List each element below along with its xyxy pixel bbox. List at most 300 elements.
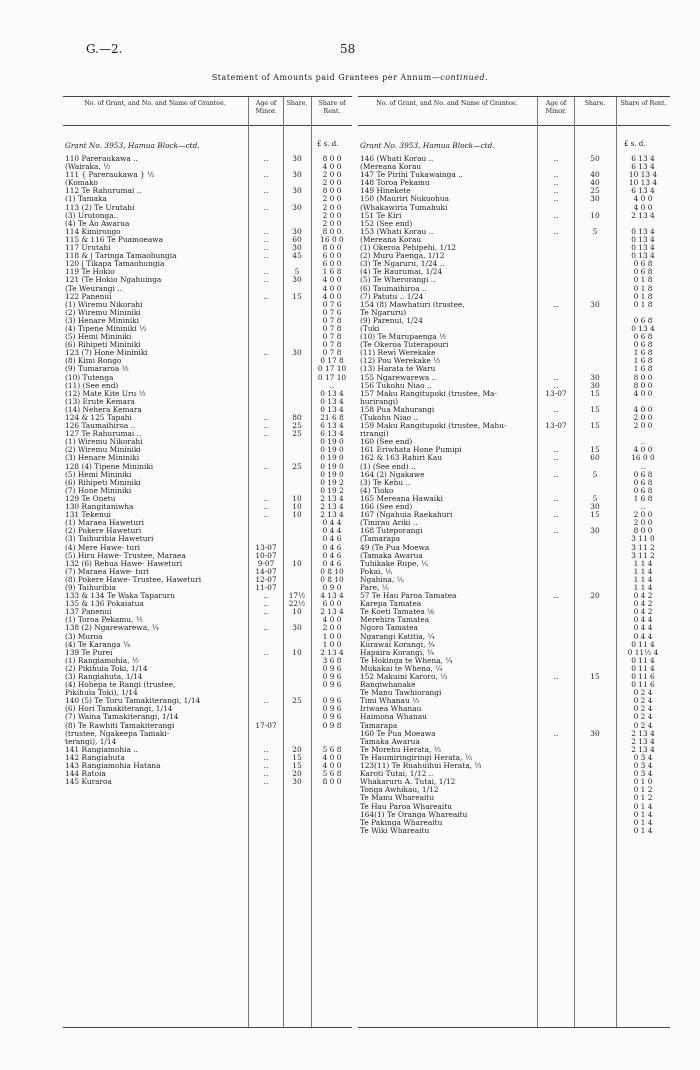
cell-age: .. [263,607,269,617]
cell-rent: 0 13 4 [631,251,655,261]
cell-age: .. [553,372,559,382]
cell-name: Rangiwhanake [360,681,416,690]
table-row [63,487,352,495]
cell-rent: 6 13 4 [320,429,344,439]
cell-share: 15 [590,404,600,414]
cell-rent: 0 4 4 [322,518,342,528]
col-rent-header: Share of Rent. [620,100,667,107]
cell-rent: 0 2 4 [633,720,653,730]
table-row [358,252,670,260]
cell-name: 143 Rangiamohia Hatana [65,762,161,771]
cell-name: (Wairaka, ½ [65,163,111,172]
cell-rent: 0 1 0 [633,777,653,787]
table-row [358,584,670,592]
cell-share: 25 [590,186,600,196]
table-row [63,325,352,333]
cell-name: Te Manu Whareaitu [360,794,435,803]
cell-name: 131 Tekenui [65,511,111,520]
cell-name: 120 | Tikapa Tamaohungia [65,260,165,269]
cell-age: 11-07 [255,582,277,592]
table-row [63,495,352,503]
table-row [63,624,352,632]
cell-name: Te Koeti Tamatea ⅙ [360,608,435,617]
cell-rent: 0 1 4 [633,825,653,835]
table-row [63,479,352,487]
table-row [63,195,352,203]
cell-rent: .. [329,380,335,390]
cell-name: terangi), 1/14 [65,737,117,746]
table-row [63,438,352,446]
cell-name: (6) Taumaihiroa .. [360,284,427,293]
table-row [63,568,352,576]
cell-rent: 0 9 6 [322,712,342,722]
cell-rent: 0 19 0 [320,453,344,463]
cell-name: (5) Hemi Mininiki [65,333,132,342]
cell-rent: 0 1 4 [633,809,653,819]
table-row [63,576,352,584]
cell-name: 157 Maku Rangitupoki (trustee, Ma- [360,389,497,398]
table-row [358,487,670,495]
table-row [358,552,670,560]
cell-age: .. [263,752,269,762]
cell-age: .. [553,526,559,536]
cell-name: 167 (Ngahuia Raekahuri [360,511,453,520]
table-row [63,544,352,552]
cell-rent: 0 2 4 [633,704,653,714]
table-row [358,187,670,195]
cell-rent: 0 17 10 [317,372,347,382]
cell-rent: 0 11 4 [631,663,655,673]
table-row [358,438,670,446]
cell-rent: 2 13 4 [320,502,344,512]
cell-name: (2) Muru Paenga, 1/12 [360,252,445,261]
cell-share: 30 [590,299,600,309]
cell-name: 162 & 163 Rahiri Kau [360,454,443,463]
title-suffix: continued. [440,73,489,82]
table-row [358,317,670,325]
cell-age: 13-07 [545,388,567,398]
cell-rent: 21 6 8 [320,413,344,422]
cell-name: 137 Panenui [65,608,112,617]
cell-name: Te Hokinga te Whena, ¼ [360,656,453,665]
cell-name: (8) Te Rawhiti Tamakiterangi [65,721,175,730]
cell-name: 149 Hinekete [360,187,411,196]
cell-share: 10 [292,647,302,657]
cell-name: Tuhikake Rupe, ⅕ [360,559,429,568]
cell-age: .. [263,429,269,439]
cell-rent: 0 4 6 [322,534,342,544]
cell-share: 10 [292,493,302,503]
cell-name: Iriwaea Whanau [360,705,422,714]
table-row [63,592,352,600]
cell-rent: 1 0 0 [322,639,342,649]
cell-age: .. [263,696,269,706]
table-row [358,325,670,333]
table-row [63,171,352,179]
cell-name: (1) Wiremu Nikorahi [65,300,143,309]
table-row [358,770,670,778]
cell-share: 25 [292,461,302,471]
cell-age: 17-07 [255,720,277,730]
table-row [358,697,670,705]
cell-name: 140 (5) Te Toru Tamakiterangi, 1/14 [65,697,201,706]
cell-share: 20 [292,744,302,754]
table-row [63,317,352,325]
cell-rent: 2 0 0 [633,421,653,431]
cell-name: (6) Rihipeti Mininiki [65,478,141,487]
table-row [358,649,670,657]
table-row [63,365,352,373]
cell-rent: 0 7 8 [322,332,342,342]
table-row [358,633,670,641]
table-row [358,301,670,309]
cell-age: .. [263,348,269,358]
table-row [358,600,670,608]
cell-name: (1) Wiremu Nikorahi [65,438,143,447]
cell-name: (4) Mere Hawe- turi [65,543,141,552]
cell-name: 155 Ngarewarewa .. [360,373,437,382]
table-row [358,244,670,252]
cell-rent: 0 6 8 [633,469,653,479]
table-row [358,657,670,665]
cell-rent: 0 6 8 [633,315,653,325]
cell-share: 50 [590,154,600,163]
cell-age: .. [553,453,559,463]
table-row [358,519,670,527]
cell-share: 10 [292,607,302,617]
cell-name: 161 Eriwhata Hone Pumipi [360,446,462,455]
cell-rent: 0 19 0 [320,445,344,455]
table-row [63,778,352,786]
cell-rent: 2 0 0 [322,210,342,220]
cell-age: .. [263,623,269,633]
cell-rent: 2 0 0 [322,194,342,204]
cell-name: (8) Pokere Hawe- Trustee, Haweturi [65,575,202,584]
cell-name: (5) Te Wherorangi .. [360,276,436,285]
cell-rent: 4 0 0 [322,752,342,762]
cell-name: (5) Hemi Mininiki [65,470,132,479]
cell-rent: 4 0 0 [322,761,342,771]
cell-rent: 8 0 0 [322,154,342,163]
table-row [358,365,670,373]
table-row [358,195,670,203]
cell-share: 15 [292,291,302,301]
cell-share: 45 [292,251,302,261]
cell-age: .. [263,251,269,261]
table-row [63,552,352,560]
table-row [63,390,352,398]
cell-name: (5) Hiru Hawe- Trustee, Maraea [65,551,186,560]
cell-age: 13-07 [255,542,277,552]
cell-name: Karoti Tutai, 1/12 .. [360,770,434,779]
cell-share: 15 [590,445,600,455]
table-row [63,519,352,527]
cell-rent: 2 13 4 [320,510,344,520]
table-row [63,738,352,746]
cell-share: 5 [592,469,598,479]
cell-age: .. [263,186,269,196]
cell-name: (1) Okeroa Pehipehi, 1/12 [360,244,457,253]
cell-share: 30 [292,348,302,358]
cell-name: 117 Urutahi [65,244,111,253]
cell-age: .. [263,291,269,301]
table-row [358,422,670,430]
cell-name: 132 (6) Rehua Hawe- Haweturi [65,559,183,568]
cell-name: 126 Taumaihiroa .. [65,422,136,431]
cell-age: .. [263,493,269,503]
cell-rent: 0 13 4 [320,388,344,398]
cell-name: 135 & 136 Pokaiatua [65,600,144,609]
cell-name: (11) Rewi Werekake [360,349,436,358]
cell-share: 10 [292,510,302,520]
cell-age: .. [263,234,269,244]
cell-rent: 6 0 0 [322,251,342,261]
group-heading: Grant No. 3953, Hamua Block—ctd. [360,141,495,150]
cell-share: 60 [590,453,600,463]
table-row [63,503,352,511]
cell-name: (10) Te Murupaenga ½ [360,333,447,342]
page-title [0,73,700,82]
table-row [358,357,670,365]
cell-rent: 0 17 10 [317,364,347,374]
cell-rent: 0 2 4 [633,712,653,722]
table-row [358,463,670,471]
table-row [358,794,670,802]
table-row [358,608,670,616]
cell-name: (3) Henare Mininiki [65,454,140,463]
cell-share: 15 [292,761,302,771]
cell-name: (4) Te Ao Awarua [65,219,130,228]
cell-rent: 0 19 0 [320,437,344,447]
cell-rent: 0 8 10 [320,566,344,576]
table-row [358,212,670,220]
table-row [63,276,352,284]
cell-share: 15 [292,752,302,762]
cell-rent: 0 1 2 [633,793,653,803]
cell-name: 146 (Whati Korau .. [360,155,434,163]
cell-age: .. [263,202,269,212]
cell-name: 160 Te Pua Moeawa [360,729,436,738]
cell-name: (Komako [65,179,98,188]
cell-name: (1) Tamaka [65,195,107,204]
table-row [358,762,670,770]
table-row [358,268,670,276]
cell-rent: 1 1 4 [633,582,653,592]
cell-name: 153 (Whati Korau .. [360,227,434,236]
table-row [63,357,352,365]
cell-age: .. [263,461,269,471]
table-row [358,341,670,349]
table-row [63,754,352,762]
cell-name: (3) Taihuribia Haweturi [65,535,154,544]
cell-share: 40 [590,170,600,180]
table-row [63,649,352,657]
cell-rent: 2 0 0 [322,623,342,633]
table-row [358,616,670,624]
cell-share: 30 [292,186,302,196]
cell-name: 118 & | Taringa Tamaohungia [65,252,177,261]
cell-share: 17½ [288,591,306,601]
table-row [358,713,670,721]
cell-share: 30 [292,623,302,633]
cell-rent: 2 13 4 [631,728,655,738]
cell-age: .. [553,591,559,601]
table-row [358,535,670,543]
table-row [358,705,670,713]
cell-share: 60 [292,234,302,244]
table-row [358,155,670,163]
table-row [358,430,670,438]
right-table [358,96,670,1028]
cell-share: 30 [590,372,600,382]
cell-rent: 2 13 4 [631,736,655,746]
left-rows [63,155,352,786]
col-share-header: Share. [584,100,606,107]
table-row [63,244,352,252]
table-row [63,252,352,260]
table-row [63,382,352,390]
table-row [63,713,352,721]
cell-name: (2) Pokere Haweturi [65,527,142,536]
cell-rent: 0 11 4 [631,655,655,665]
cell-name: Tamarapa [360,721,398,730]
table-row [63,511,352,519]
rent-units: £ s. d. [317,140,339,148]
table-row [63,665,352,673]
cell-name: 160 (See end) [360,438,413,447]
cell-age: .. [553,493,559,503]
cell-name: (10) Tutenga [65,373,114,382]
cell-name: (7) Patutu .. 1/24 [360,292,424,301]
table-row [63,349,352,357]
table-row [63,268,352,276]
cell-rent: 2 0 0 [322,170,342,180]
table-row [358,333,670,341]
cell-name: 147 Te Pirihi Tukawainga .. [360,171,463,180]
cell-rent: 0 19 2 [320,477,344,487]
table-row [358,560,670,568]
table-row [63,333,352,341]
table-row [358,260,670,268]
cell-name: Te Pakinga Whareaitu [360,818,443,827]
table-row [63,633,352,641]
table-row [358,730,670,738]
cell-rent: 0 7 6 [322,307,342,317]
table-row [358,665,670,673]
col-age-header: Age of Minor. [255,100,277,115]
cell-name: (13) Harata te Waru [360,365,436,374]
cell-name: 113 (2) Te Urutahi [65,203,135,212]
cell-share: 30 [590,526,600,536]
cell-name: Whakaruru A. Tutai, 1/12 [360,778,456,787]
cell-rent: 8 0 0 [633,372,653,382]
table-row [358,220,670,228]
cell-rent: 4 0 0 [633,388,653,398]
cell-rent: 3 11 2 [631,550,655,560]
cell-name: Mukakai te Whena, ¼ [360,664,443,673]
cell-rent: 0 11 4 [631,639,655,649]
table-row [358,374,670,382]
table-row [63,155,352,163]
table-row [63,722,352,730]
cell-age: .. [553,226,559,236]
cell-rent: 0 7 8 [322,348,342,358]
cell-age: .. [263,421,269,431]
cell-name: Tamaka Awarua [360,737,420,746]
cell-rent: 0 2 4 [633,696,653,706]
table-row [63,309,352,317]
cell-share: 15 [590,421,600,431]
cell-name: 154 (8) Mawhaturi (trustee, [360,300,465,309]
table-row [63,212,352,220]
cell-name: rirangi) [360,430,389,439]
cell-name: (Tamaka Awarua [360,551,423,560]
cell-name: (4) Tioko [360,486,394,495]
table-row [358,689,670,697]
cell-age: .. [263,502,269,512]
cell-name: (12) Mate Kite Uru ½ [65,389,146,398]
cell-rent: 1 1 4 [633,574,653,584]
cell-share: 30 [590,502,600,512]
cell-age: .. [553,469,559,479]
cell-rent: 0 19 2 [320,485,344,495]
table-row [63,463,352,471]
cell-name: Ngarangi Katitia, ¼ [360,632,435,641]
table-row [63,422,352,430]
cell-rent: 1 6 8 [322,267,342,277]
cell-name: Pikihuia Toki), 1/14 [65,689,138,698]
cell-rent: 0 6 8 [633,267,653,277]
cell-rent: 0 4 6 [322,542,342,552]
cell-rent: 0 1 4 [633,801,653,811]
cell-name: (4) Tipene Mininiki ½ [65,324,147,333]
cell-name: (3) Muroa [65,632,103,641]
cell-name: 123(11) Te Ruahuihui Herata, ⅓ [360,762,482,771]
cell-name: (7) Hone Mininiki [65,486,132,495]
cell-rent: 8 0 0 [322,186,342,196]
cell-name: (2) Pikihuia Toki, 1/14 [65,664,148,673]
cell-name: (Tukohu Niao .. [360,414,419,422]
table-row [358,827,670,835]
table-row [358,511,670,519]
cell-rent: 0 1 2 [633,785,653,795]
cell-name: 151 Te Kiri [360,211,402,220]
cell-name: 156 Tukohu Niao .. [360,381,432,390]
cell-rent: 1 6 8 [633,364,653,374]
table-row [358,803,670,811]
cell-rent: 2 0 0 [322,218,342,228]
cell-rent: 10 13 4 [628,170,658,180]
cell-name: (1) Toroa Pekamu, ½ [65,616,143,625]
cell-rent: 6 0 0 [322,259,342,269]
table-row [63,746,352,754]
table-row [358,309,670,317]
cell-rent: 6 13 4 [631,154,655,163]
table-row [358,624,670,632]
table-row [358,446,670,454]
cell-rent: 0 6 8 [633,259,653,269]
cell-rent: 0 6 8 [633,340,653,350]
cell-name: 122 Panenui [65,292,112,301]
cell-share: 20 [292,769,302,779]
cell-rent: 0 1 8 [633,299,653,309]
table-row [63,179,352,187]
cell-rent: 0 9 6 [322,680,342,690]
cell-name: (6) Rihipeti Mininiki [65,341,141,350]
cell-rent: 4 0 0 [322,275,342,285]
table-row [63,705,352,713]
cell-name: Tonga Awhikau, 1/12 [360,786,439,795]
